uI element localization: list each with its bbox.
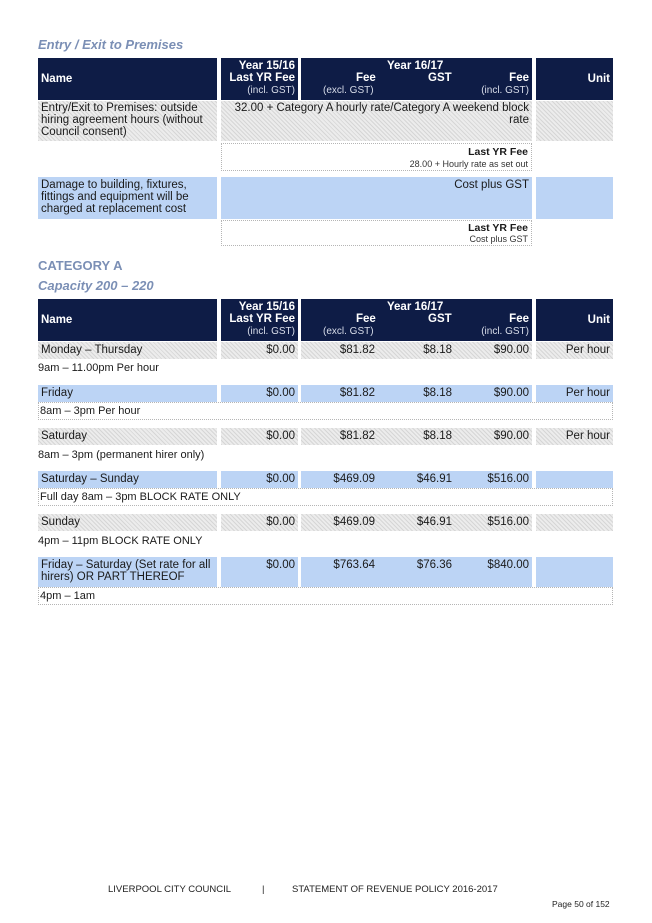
rate-row-gst: $46.91 <box>378 514 455 531</box>
entry-row-2-last-yr-box: Last YR Fee Cost plus GST <box>221 220 532 246</box>
rate-row-unit: Per hour <box>536 428 613 445</box>
rate-row-fee-excl: $469.09 <box>301 514 378 531</box>
col-header-year-16-17: Year 16/17 Fee (excl. GST) GST Fee (incl. GST) <box>301 58 532 100</box>
rate-row-fee-incl: $90.00 <box>455 385 532 402</box>
rate-row-fee-excl: $469.09 <box>301 471 378 488</box>
rate-row-gst: $46.91 <box>378 471 455 488</box>
footer-separator: | <box>262 884 265 895</box>
footer-council: LIVERPOOL CITY COUNCIL <box>108 884 232 895</box>
rate-row-last-yr: $0.00 <box>221 385 298 402</box>
rate-row-last-yr: $0.00 <box>221 428 298 445</box>
rate-row-last-yr: $0.00 <box>221 557 298 587</box>
rate-row-fee-incl: $840.00 <box>455 557 532 587</box>
rate-row-note: 4pm – 1am <box>40 590 96 602</box>
rate-row-fee-excl: $81.82 <box>301 385 378 402</box>
rate-row-gst: $8.18 <box>378 428 455 445</box>
entry-row-1-unit <box>536 101 613 141</box>
cat-col-header-unit: Unit <box>536 299 613 341</box>
rate-row-name: Saturday – Sunday <box>38 471 217 488</box>
entry-row-1-fee: 32.00 + Category A hourly rate/Category A weekend block rate <box>221 101 532 141</box>
rate-row-last-yr: $0.00 <box>221 471 298 488</box>
rate-row-unit: Per hour <box>536 385 613 402</box>
footer-policy-title: STATEMENT OF REVENUE POLICY 2016-2017 <box>292 884 498 895</box>
rate-row-fee-incl: $90.00 <box>455 428 532 445</box>
col-header-name: Name <box>38 58 217 100</box>
cat-col-header-name: Name <box>38 299 217 341</box>
section-title-entry-exit: Entry / Exit to Premises <box>38 37 184 52</box>
rate-row-name: Friday – Saturday (Set rate for all hirers) OR PART THEREOF <box>38 557 217 587</box>
rate-row-note: 4pm – 11pm BLOCK RATE ONLY <box>38 535 203 547</box>
rate-row-note: 8am – 3pm Per hour <box>40 405 141 417</box>
rate-row-fee-incl: $90.00 <box>455 342 532 359</box>
entry-row-1-last-yr-box: Last YR Fee 28.00 + Hourly rate as set out <box>221 143 532 171</box>
rate-row-note: Full day 8am – 3pm BLOCK RATE ONLY <box>40 491 241 503</box>
entry-row-2-name: Damage to building, fixtures, fittings and equipment will be charged at replacement cost <box>38 177 217 219</box>
rate-row-note-box <box>38 587 613 605</box>
rate-row-fee-incl: $516.00 <box>455 514 532 531</box>
rate-row-last-yr: $0.00 <box>221 342 298 359</box>
col-header-last-yr-fee: Year 15/16 Last YR Fee (incl. GST) <box>221 58 298 100</box>
rate-row-name: Friday <box>38 385 217 402</box>
col-header-unit: Unit <box>536 58 613 100</box>
rate-row-fee-incl: $516.00 <box>455 471 532 488</box>
rate-row-note: 9am – 11.00pm Per hour <box>38 362 159 374</box>
category-title: CATEGORY A <box>38 258 123 273</box>
rate-row-name: Saturday <box>38 428 217 445</box>
rate-row-fee-excl: $81.82 <box>301 342 378 359</box>
category-subtitle: Capacity 200 – 220 <box>38 278 154 293</box>
rate-row-fee-excl: $81.82 <box>301 428 378 445</box>
rate-row-gst: $76.36 <box>378 557 455 587</box>
rate-row-gst: $8.18 <box>378 342 455 359</box>
footer-page-number: Page 50 of 152 <box>552 899 610 909</box>
entry-row-2-fee: Cost plus GST <box>221 177 532 219</box>
rate-row-note: 8am – 3pm (permanent hirer only) <box>38 449 205 461</box>
rate-row-unit: Per hour <box>536 342 613 359</box>
rate-row-last-yr: $0.00 <box>221 514 298 531</box>
rate-row-name: Sunday <box>38 514 217 531</box>
cat-col-header-year-16-17: Year 16/17 Fee (excl. GST) GST Fee (incl. GST) <box>301 299 532 341</box>
rate-row-gst: $8.18 <box>378 385 455 402</box>
entry-row-1-name: Entry/Exit to Premises: outside hiring agreement hours (without Council consent) <box>38 101 217 141</box>
entry-row-2-unit <box>536 177 613 219</box>
rate-row-unit <box>536 471 613 488</box>
rate-row-name: Monday – Thursday <box>38 342 217 359</box>
rate-row-fee-excl: $763.64 <box>301 557 378 587</box>
rate-row-unit <box>536 557 613 587</box>
cat-col-header-last-yr-fee: Year 15/16 Last YR Fee (incl. GST) <box>221 299 298 341</box>
rate-row-unit <box>536 514 613 531</box>
